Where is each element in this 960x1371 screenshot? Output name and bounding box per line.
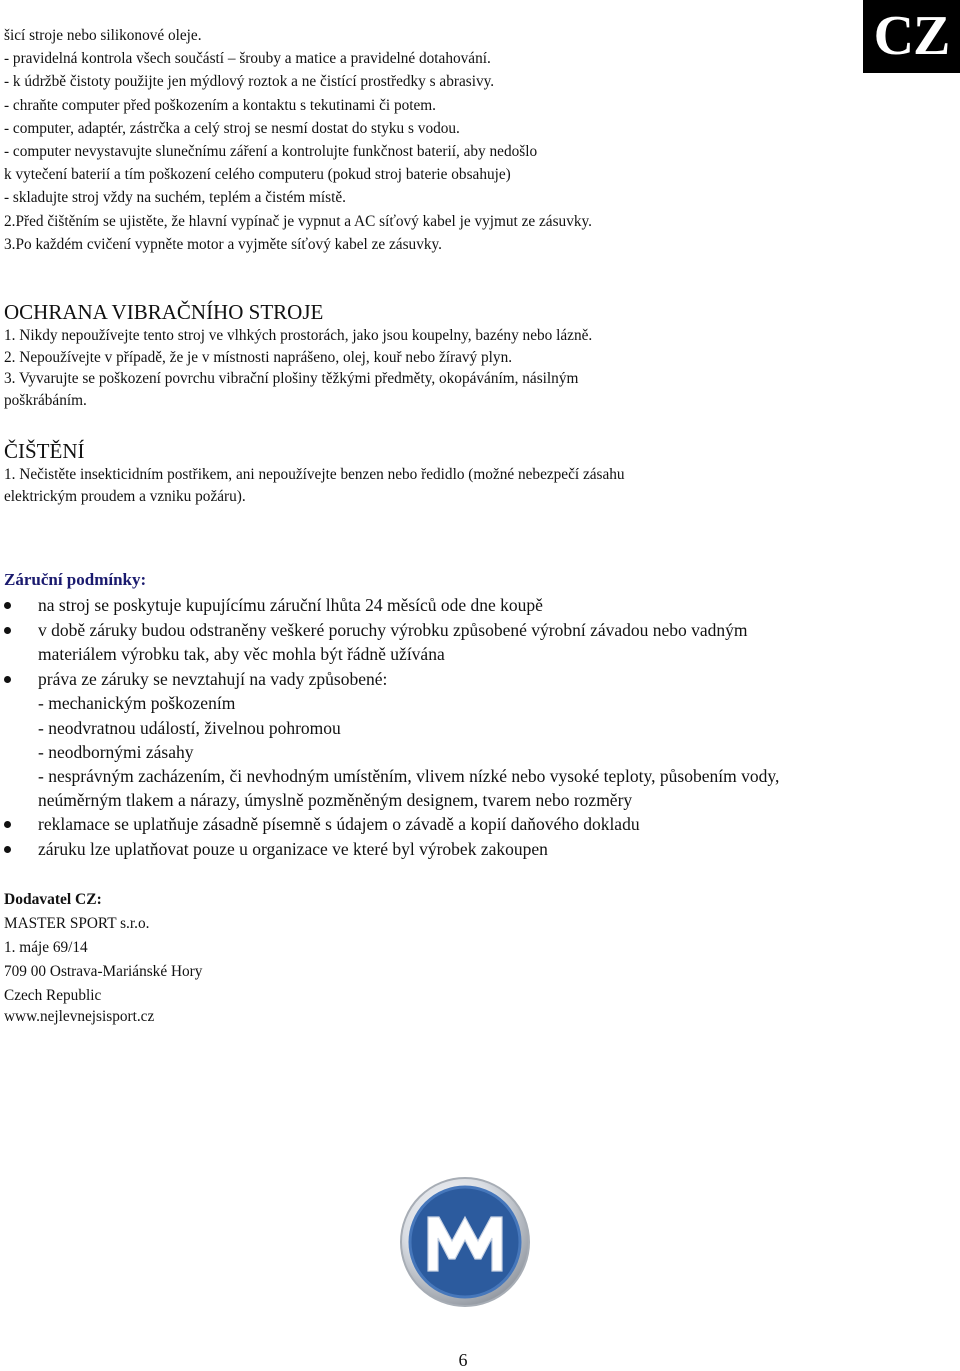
address-line: MASTER SPORT s.r.o. — [4, 915, 150, 932]
text-line: k vytečení baterií a tím poškození celého computeru (pokud stroj baterie obsahuje) — [4, 166, 511, 184]
text-line: 3.Po každém cvičení vypněte motor a vyjměte síťový kabel ze zásuvky. — [4, 235, 442, 253]
page-number: 6 — [458, 1350, 468, 1370]
bullet-icon — [4, 602, 11, 609]
website-link[interactable]: www.nejlevnejsisport.cz — [4, 1008, 155, 1025]
address-line: Czech Republic — [4, 987, 102, 1004]
text-line: poškrábáním. — [4, 391, 87, 409]
text-line: 1. Nikdy nepoužívejte tento stroj ve vlhkých prostorách, jako jsou koupelny, bazény nebo lázně. — [4, 327, 593, 344]
address-line: 1. máje 69/14 — [4, 939, 88, 956]
text-line: - computer nevystavujte slunečnímu záření a kontrolujte funkčnost baterií, aby nedošlo — [4, 143, 538, 161]
language-badge: CZ — [863, 0, 960, 73]
warranty-title: Záruční podmínky: — [4, 570, 147, 589]
bullet-icon — [4, 846, 11, 853]
cleaning-section — [4, 438, 625, 507]
sub-item: neúměrným tlakem a nárazy, úmyslně pozměněným designem, tvarem nebo rozměry — [38, 790, 633, 810]
sub-item: - neodbornými zásahy — [38, 741, 194, 762]
bullet-text: reklamace se uplatňuje zásadně písemně s údajem o závadě a kopií daňového dokladu — [38, 814, 640, 834]
text-line: 2.Před čištěním se ujistěte, že hlavní vypínač je vypnut a AC síťový kabel je vyjmut ze zásuvky. — [4, 212, 592, 230]
sub-item: - mechanickým poškozením — [38, 693, 236, 713]
bullet-icon — [4, 627, 11, 634]
text-line: 2. Nepoužívejte v případě, že je v místnosti naprášeno, olej, kouř nebo žíravý plyn. — [4, 348, 513, 366]
bullet-text: v době záruky budou odstraněny veškeré poruchy výrobku způsobené výrobní závadou nebo vadným — [38, 620, 748, 640]
text-line: šicí stroje nebo silikonové oleje. — [4, 27, 202, 44]
address-line: 709 00 Ostrava-Mariánské Hory — [4, 963, 203, 980]
text-line: 1. Nečistěte insekticidním postřikem, ani nepoužívejte benzen nebo ředidlo (možné nebezpečí zásahu — [4, 466, 625, 483]
section-heading: OCHRANA VIBRAČNÍHO STROJE — [4, 300, 324, 324]
sub-item: - neodvratnou událostí, živelnou pohromou — [38, 717, 341, 738]
sub-item: - nesprávným zacházením, či nevhodným umístěním, vlivem nízké nebo vysoké teploty, působením vody, — [38, 766, 780, 786]
text-line: - pravidelná kontrola všech součástí – šrouby a matice a pravidelné dotahování. — [4, 50, 491, 68]
master-sport-logo-icon — [398, 1175, 532, 1309]
supplier-title: Dodavatel CZ: — [4, 891, 102, 908]
bullet-icon — [4, 676, 11, 683]
text-line: - skladujte stroj vždy na suchém, teplém a čistém místě. — [4, 189, 346, 207]
text-line: - chraňte computer před poškozením a kontaktu s tekutinami či potem. — [4, 96, 437, 114]
bullet-text: na stroj se poskytuje kupujícímu záruční lhůta 24 měsíců ode dne koupě — [38, 595, 543, 615]
protection-section — [4, 299, 592, 411]
text-line: elektrickým proudem a vzniku požáru). — [4, 487, 246, 505]
bullet-text: materiálem výrobku tak, aby věc mohla být řádně užívána — [38, 644, 445, 664]
text-line: 3. Vyvarujte se poškození povrchu vibrační plošiny těžkými předměty, okopáváním, násilným — [4, 370, 579, 387]
supplier-address — [4, 912, 202, 1026]
section-heading: ČIŠTĚNÍ — [4, 439, 85, 463]
text-line: - computer, adaptér, zástrčka a celý stroj se nesmí dostat do styku s vodou. — [4, 119, 460, 137]
text-line: - k údržbě čistoty použijte jen mýdlový roztok a ne čistící prostředky s abrasivy. — [4, 73, 495, 91]
maintenance-list — [4, 24, 592, 256]
bullet-icon — [4, 821, 11, 828]
bullet-text: záruku lze uplatňovat pouze u organizace ve které byl výrobek zakoupen — [38, 839, 548, 859]
bullet-text: práva ze záruky se nevztahují na vady způsobené: — [38, 669, 388, 689]
